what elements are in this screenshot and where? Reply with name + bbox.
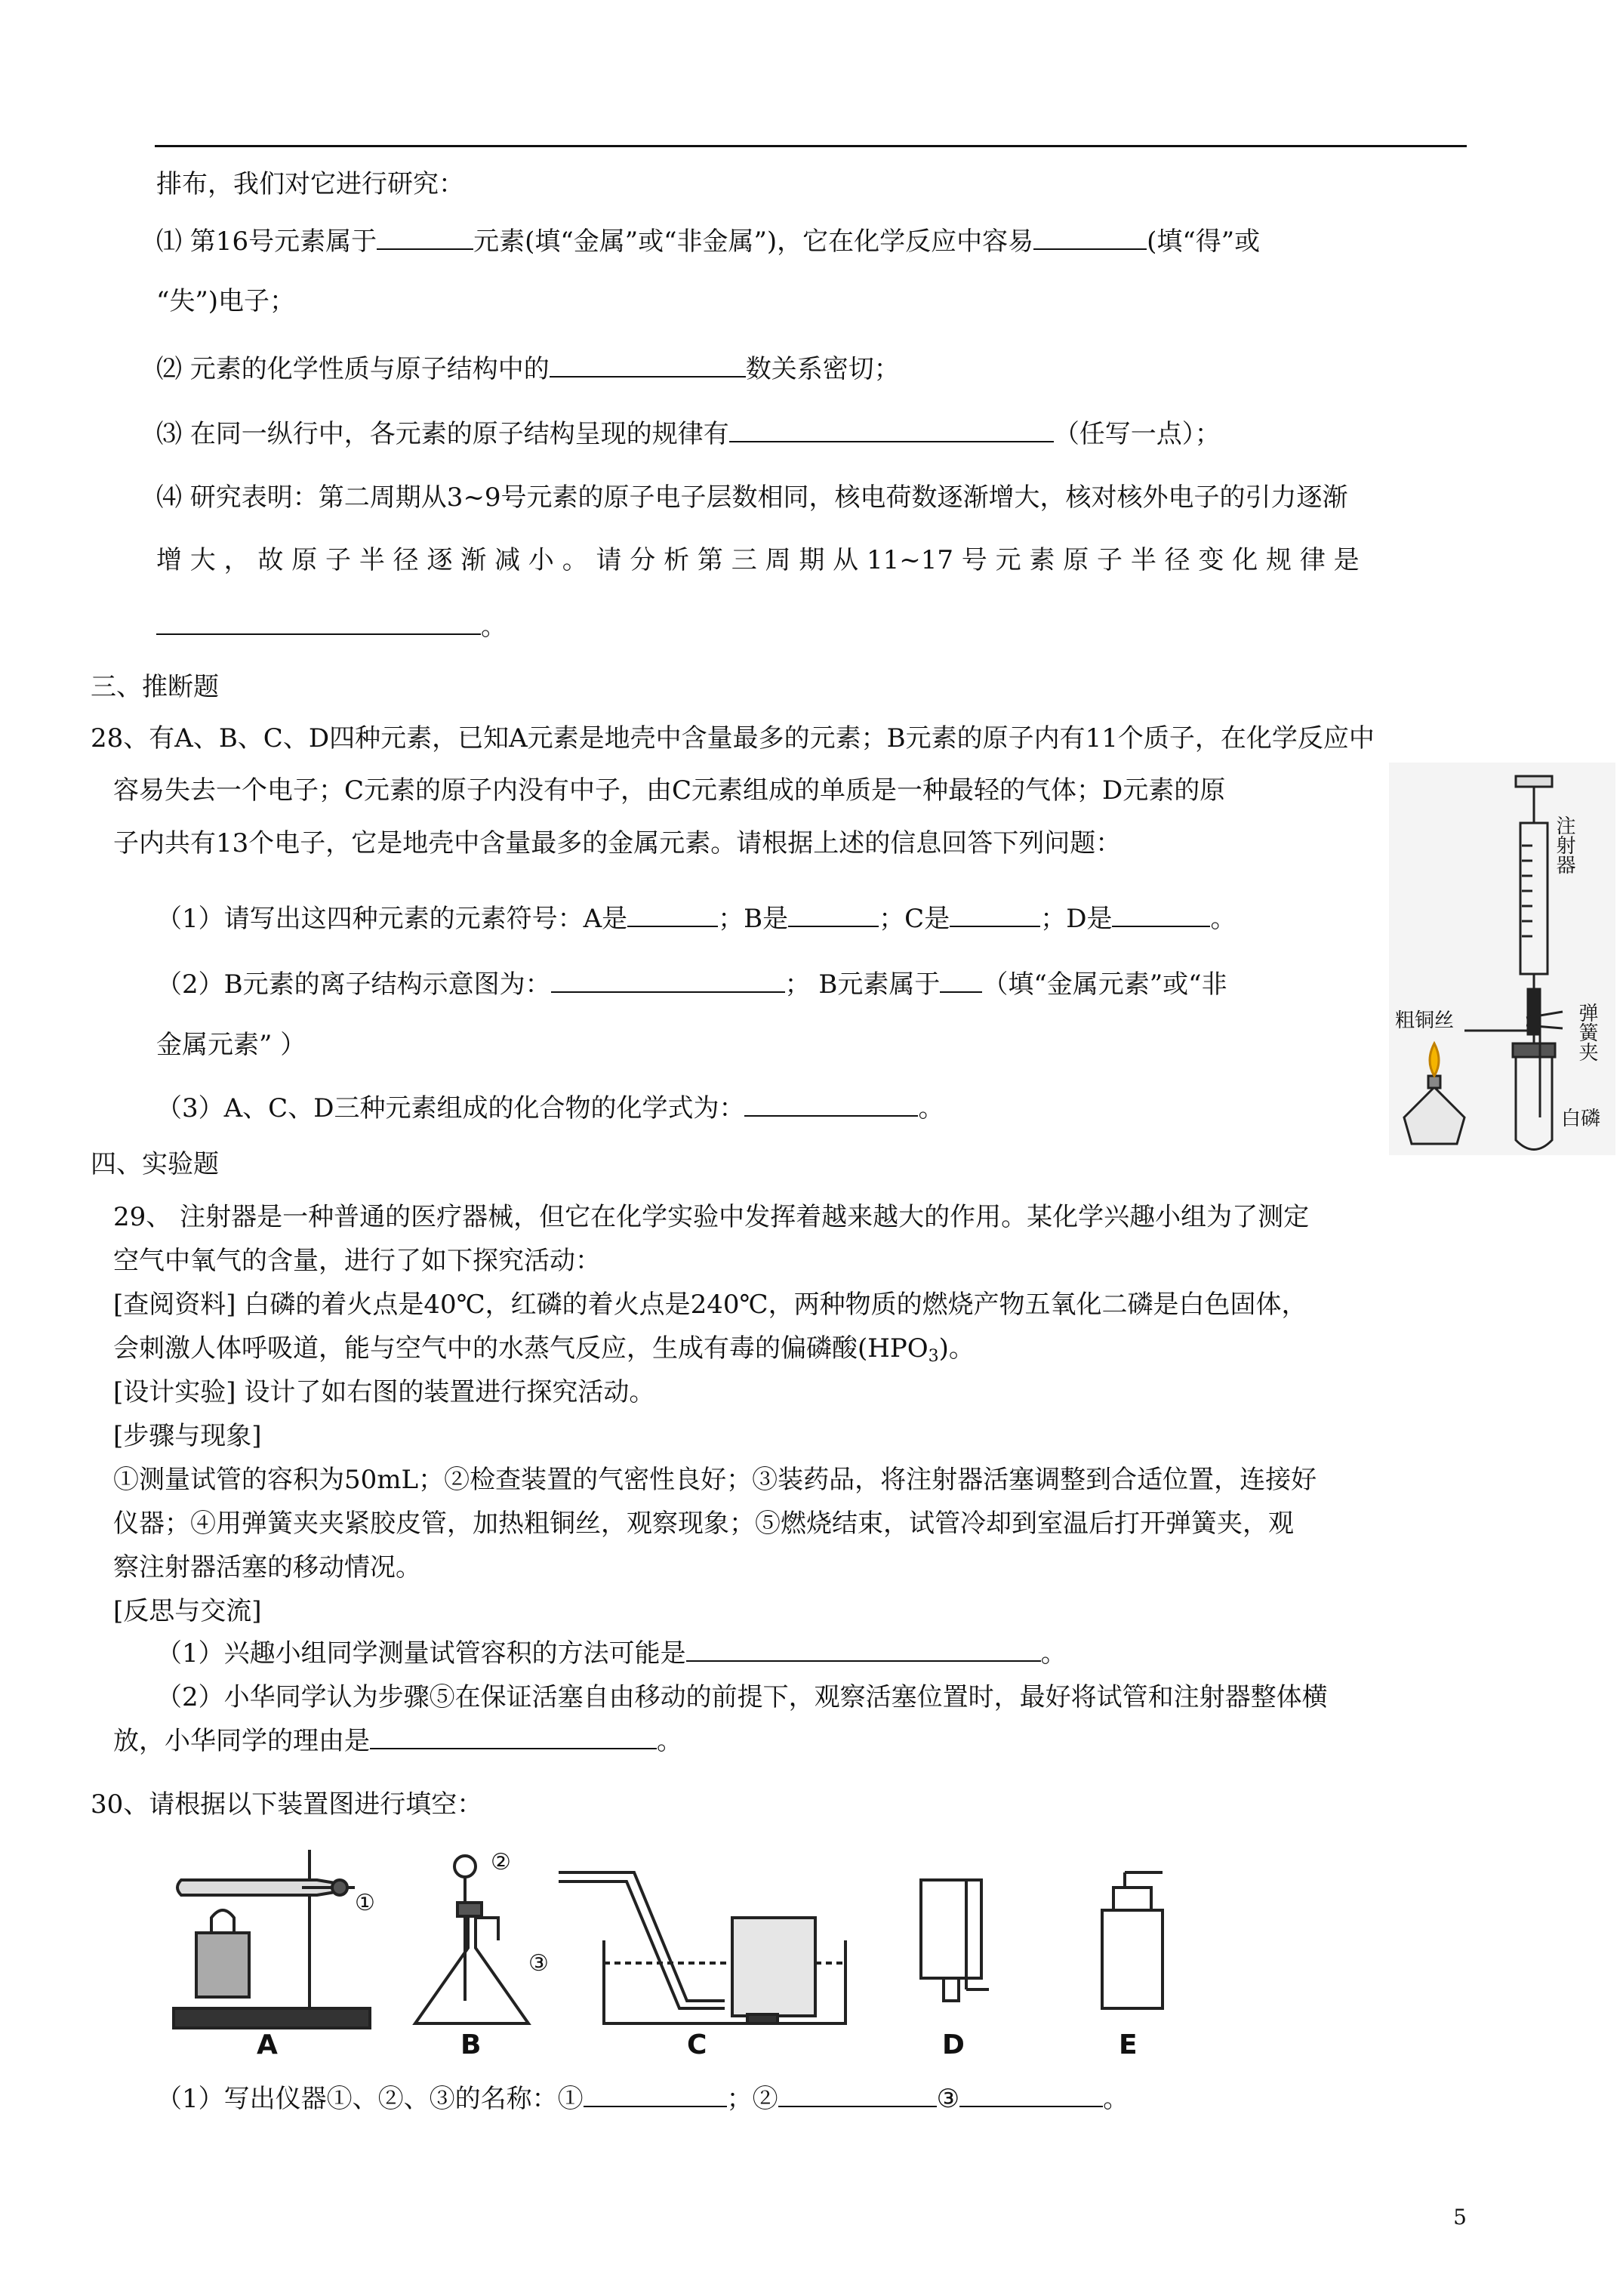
- blank-q28-A[interactable]: [627, 903, 718, 927]
- q29-line3: [查阅资料] 白磷的着火点是40℃，红磷的着火点是240℃，两种物质的燃烧产物五氧化二磷是白色固体，: [113, 1290, 1307, 1320]
- label-D: D: [942, 2029, 965, 2060]
- blank-q29-1[interactable]: [686, 1638, 1041, 1662]
- label-white-phosphorus: 白磷: [1561, 1108, 1601, 1130]
- q27-part4-line1: ⑷ 研究表明：第二周期从3~9号元素的原子电子层数相同，核电荷数逐渐增大，核对核外电子的引力逐渐: [156, 482, 1348, 513]
- blank-q30-2[interactable]: [778, 2083, 937, 2107]
- label-C: C: [687, 2029, 707, 2060]
- label-spring-clamp: 弹簧夹: [1575, 1003, 1598, 1062]
- q28-line2: 容易失去一个电子；C元素的原子内没有中子，由C元素组成的单质是一种最轻的气体；D元素的原: [113, 775, 1226, 806]
- q29-part1: （1）兴趣小组同学测量试管容积的方法可能是 。: [156, 1638, 1067, 1669]
- label-A: A: [257, 2029, 278, 2060]
- label-syringe: 注射器: [1553, 815, 1575, 874]
- apparatus-E-bottle-icon: [1102, 1872, 1163, 2008]
- blank-q27-4[interactable]: [156, 611, 481, 635]
- apparatus-B-flask-icon: [415, 1856, 528, 2023]
- label-E: E: [1119, 2029, 1138, 2060]
- figure-background: [1389, 763, 1615, 1155]
- lab-apparatus-figure: [166, 1827, 1344, 2069]
- q29-line9: 察注射器活塞的移动情况。: [113, 1552, 421, 1583]
- label-copper-wire: 粗铜丝: [1395, 1009, 1455, 1032]
- top-rule: [155, 145, 1467, 147]
- blank-q30-1[interactable]: [584, 2083, 727, 2107]
- apparatus-A-heating-icon: [174, 1850, 370, 2028]
- blank-q28-D[interactable]: [1112, 903, 1210, 927]
- q29-line8: 仪器；④用弹簧夹夹紧胶皮管，加热粗铜丝，观察现象；⑤燃烧结束，试管冷却到室温后打开弹簧夹，观: [113, 1509, 1294, 1539]
- q30-line1: 30、请根据以下装置图进行填空：: [91, 1789, 483, 1820]
- blank-q27-2[interactable]: [550, 353, 746, 378]
- blank-q27-1a[interactable]: [377, 226, 473, 250]
- blank-q28-C[interactable]: [950, 903, 1040, 927]
- blank-q28-B[interactable]: [788, 903, 879, 927]
- q29-line10: [反思与交流]: [113, 1596, 262, 1626]
- apparatus-D-bottle-icon: [921, 1880, 989, 2001]
- apparatus-C-trough-icon: [559, 1872, 845, 2023]
- q27-part1-line1: ⑴ 第16号元素属于 元素(填“金属”或“非金属”)，它在化学反应中容易 (填“得”或: [156, 227, 1261, 257]
- q28-part1: （1）请写出这四种元素的元素符号：A是 ；B是 ；C是 ；D是 。: [156, 904, 1236, 934]
- blank-q27-1b[interactable]: [1033, 226, 1147, 250]
- blank-q30-3[interactable]: [959, 2083, 1103, 2107]
- q28-line3: 子内共有13个电子，它是地壳中含量最多的金属元素。请根据上述的信息回答下列问题：: [113, 828, 1122, 858]
- q29-part2-line2: 放，小华同学的理由是 。: [113, 1726, 682, 1756]
- blank-q28-b-type[interactable]: [940, 969, 982, 993]
- q27-intro-tail: 排布，我们对它进行研究：: [156, 169, 464, 199]
- q27-part2: ⑵ 元素的化学性质与原子结构中的 数关系密切；: [156, 354, 900, 384]
- blank-q28-formula[interactable]: [744, 1093, 918, 1117]
- q28-part3: （3）A、C、D三种元素组成的化合物的化学式为： 。: [156, 1093, 944, 1123]
- blank-q29-2[interactable]: [370, 1725, 657, 1749]
- q29-line4: 会刺激人体呼吸道，能与空气中的水蒸气反应，生成有毒的偏磷酸(HPO3)。: [113, 1333, 975, 1366]
- marker-2: ②: [491, 1849, 511, 1875]
- q28-part2-line2: 金属元素” ）: [156, 1030, 306, 1060]
- q28-line1: 28、有A、B、C、D四种元素，已知A元素是地壳中含量最多的元素；B元素的原子内有11个质子，在化学反应中: [91, 723, 1375, 754]
- q29-line7: ①测量试管的容积为50mL；②检查装置的气密性良好；③装药品，将注射器活塞调整到合适位置，连接好: [113, 1465, 1317, 1495]
- q27-part3: ⑶ 在同一纵行中，各元素的原子结构呈现的规律有 （任写一点）；: [156, 419, 1221, 449]
- blank-q28-ion-diagram[interactable]: [551, 969, 785, 993]
- q29-line5: [设计实验] 设计了如右图的装置进行探究活动。: [113, 1377, 655, 1407]
- syringe-apparatus-figure: [1389, 763, 1615, 1155]
- section4-title: 四、实验题: [91, 1149, 219, 1179]
- blank-q27-3[interactable]: [729, 418, 1054, 442]
- q29-line6: [步骤与现象]: [113, 1421, 262, 1451]
- q28-part2-line1: （2）B元素的离子结构示意图为： ； B元素属于 （填“金属元素”或“非: [156, 969, 1227, 1000]
- section3-title: 三、推断题: [91, 672, 219, 702]
- q29-line1: 29、 注射器是一种普通的医疗器械，但它在化学实验中发挥着越来越大的作用。某化学兴趣小组为了测定: [113, 1202, 1310, 1232]
- q27-part4-line3: 。: [156, 610, 507, 643]
- label-B: B: [460, 2029, 482, 2060]
- marker-1: ①: [355, 1890, 375, 1916]
- q27-part4-line2: 增 大 ， 故 原 子 半 径 逐 渐 减 小 。 请 分 析 第 三 周 期 从 11~17 号 元 素 原 子 半 径 变 化 规 律 是: [156, 545, 1360, 575]
- q29-part2-line1: （2）小华同学认为步骤⑤在保证活塞自由移动的前提下，观察活塞位置时，最好将试管和注射器整体横: [156, 1682, 1328, 1712]
- q30-part1: （1）写出仪器①、②、③的名称：① ；② ③ 。: [156, 2084, 1129, 2114]
- page-number: 5: [1453, 2205, 1467, 2230]
- q27-part1-line2: “失”)电子；: [156, 286, 296, 316]
- marker-3: ③: [528, 1950, 549, 1977]
- q29-line2: 空气中氧气的含量，进行了如下探究活动：: [113, 1246, 601, 1276]
